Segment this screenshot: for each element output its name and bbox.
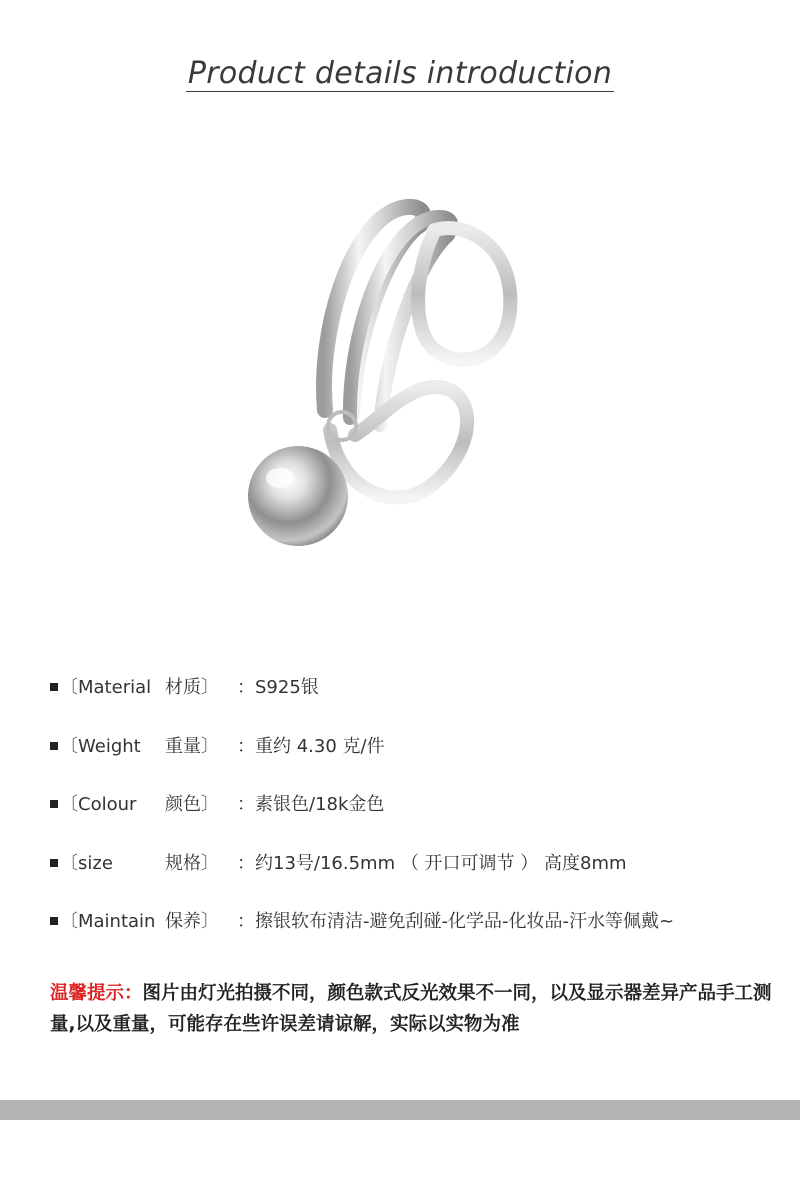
spec-row-material bbox=[50, 674, 319, 702]
spec-key-cn: 材质〕 bbox=[165, 677, 219, 698]
spec-key-cn: 重量〕 bbox=[165, 736, 219, 757]
spec-row-weight bbox=[50, 733, 385, 761]
spec-key-cn: 保养〕 bbox=[165, 911, 219, 932]
bullet-icon bbox=[50, 683, 58, 691]
notice-label: 温馨提示： bbox=[50, 983, 143, 1004]
spec-value: ：擦银软布清洁-避免刮碰-化学品-化妆品-汗水等佩戴~ bbox=[237, 911, 675, 932]
page-title bbox=[0, 56, 800, 92]
bullet-icon bbox=[50, 800, 58, 808]
spec-key-cn: 颜色〕 bbox=[165, 794, 219, 815]
ring-ball-charm bbox=[248, 446, 348, 546]
spec-key: 〔size bbox=[60, 853, 113, 874]
spec-key: 〔Material bbox=[60, 677, 152, 698]
spec-value: ：重约 4.30 克/件 bbox=[237, 736, 385, 757]
spec-row-colour bbox=[50, 791, 384, 819]
spec-value: ：约13号/16.5mm （ 开口可调节 ） 高度8mm bbox=[237, 853, 627, 874]
bullet-icon bbox=[50, 859, 58, 867]
spec-row-maintain bbox=[50, 908, 674, 936]
ring-product-image bbox=[230, 190, 530, 580]
spec-row-size bbox=[50, 850, 627, 878]
bullet-icon bbox=[50, 917, 58, 925]
spec-key-cn: 规格〕 bbox=[165, 853, 219, 874]
bullet-icon bbox=[50, 742, 58, 750]
divider-bar bbox=[0, 1100, 800, 1120]
notice-text bbox=[50, 978, 780, 1040]
spec-key: 〔Weight bbox=[60, 736, 141, 757]
page-title-text: Product details introduction bbox=[187, 56, 613, 91]
spec-key: 〔Colour bbox=[60, 794, 137, 815]
ring-upper-loop bbox=[418, 228, 510, 360]
spec-value: ：S925银 bbox=[237, 677, 319, 698]
notice-body: 图片由灯光拍摄不同，颜色款式反光效果不一同，以及显示器差异产品手工测量,以及重量，可能存在些许误差请谅解，实际以实物为准 bbox=[50, 983, 772, 1035]
spec-key: 〔Maintain bbox=[60, 911, 156, 932]
spec-value: ：素银色/18k金色 bbox=[237, 794, 385, 815]
